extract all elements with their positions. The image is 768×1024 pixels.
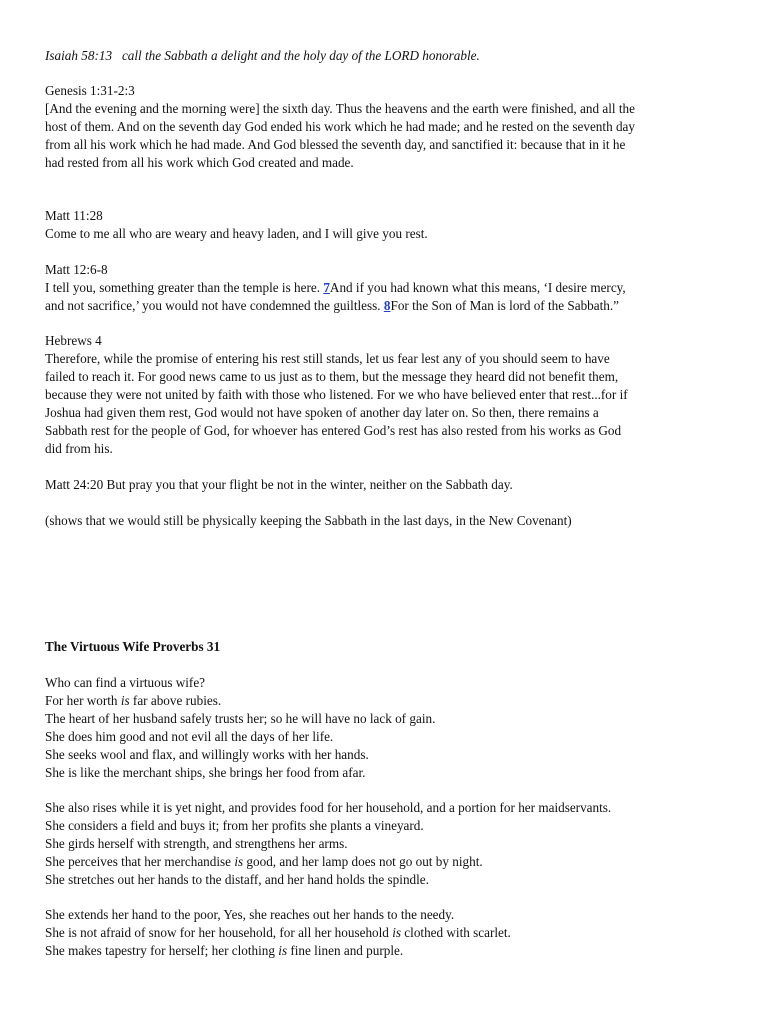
genesis-reference: Genesis 1:31-2:3 [45, 83, 135, 98]
matt12-line: and not sacrifice,’ you would not have condemned the guiltless. 8For the Son of Man is lord of the Sabbath.” [45, 298, 620, 313]
proverbs-heading: The Virtuous Wife Proverbs 31 [45, 639, 221, 654]
verse-8-link[interactable]: 8 [383, 298, 391, 313]
isaiah-text: call the Sabbath a delight and the holy day of the LORD honorable. [121, 48, 480, 63]
verse-line: She extends her hand to the poor, Yes, she reaches out her hands to the needy. [45, 907, 455, 922]
verse-line: For her worth is far above rubies. [45, 693, 222, 708]
hebrews-line: failed to reach it. For good news came to us just as to them, but the message they heard did not benefit them, [45, 369, 619, 384]
genesis-line: had rested from all his work which God created and made. [45, 155, 354, 170]
genesis-line: from all his work which he had made. And God blessed the seventh day, and sanctified it: because that in it he [45, 137, 626, 152]
verse-line: She girds herself with strength, and strengthens her arms. [45, 836, 348, 851]
hebrews-line: Joshua had given them rest, God would not have spoken of another day later on. So then, there remains a [45, 405, 599, 420]
verse-line: Who can find a virtuous wife? [45, 675, 206, 690]
covenant-note: (shows that we would still be physically keeping the Sabbath in the last days, in the New Covenant) [45, 513, 572, 528]
hebrews-reference: Hebrews 4 [45, 333, 102, 348]
matt11-block [45, 207, 428, 243]
matt12-line: I tell you, something greater than the temple is here. 7And if you had known what this means, ‘I desire mercy, [45, 280, 626, 295]
verse-line: She stretches out her hands to the distaff, and her hand holds the spindle. [45, 872, 429, 887]
isaiah-reference: Isaiah 58:13 [45, 48, 113, 63]
matt11-reference: Matt 11:28 [45, 208, 103, 223]
hebrews-line: Sabbath rest for the people of God, for whoever has entered God’s rest has also rested from his works as God [45, 423, 622, 438]
verse-line: She does him good and not evil all the days of her life. [45, 729, 334, 744]
hebrews-line: because they were not united by faith with those who listened. For we who have believed enter that rest...for if [45, 387, 628, 402]
proverbs-stanza-2 [45, 799, 611, 889]
matt24-text: Matt 24:20 But pray you that your flight be not in the winter, neither on the Sabbath day. [45, 477, 513, 492]
matt12-reference: Matt 12:6-8 [45, 262, 108, 277]
genesis-line: host of them. And on the seventh day God ended his work which he had made; and he rested on the seventh day [45, 119, 635, 134]
verse-line: She considers a field and buys it; from her profits she plants a vineyard. [45, 818, 424, 833]
proverbs-stanza-1 [45, 674, 435, 782]
matt12-block [45, 261, 626, 315]
isaiah-quote [45, 47, 480, 65]
matt11-text: Come to me all who are weary and heavy laden, and I will give you rest. [45, 226, 428, 241]
proverbs-stanza-3 [45, 906, 511, 960]
verse-line: She seeks wool and flax, and willingly works with her hands. [45, 747, 369, 762]
hebrews-block [45, 332, 628, 458]
verse-line: She is not afraid of snow for her household, for all her household is clothed with scarlet. [45, 925, 511, 940]
verse-line: She makes tapestry for herself; her clothing is fine linen and purple. [45, 943, 404, 958]
genesis-block [45, 82, 635, 172]
hebrews-line: did from his. [45, 441, 113, 456]
genesis-line: [And the evening and the morning were] the sixth day. Thus the heavens and the earth were finished, and all the [45, 101, 635, 116]
verse-line: She is like the merchant ships, she brings her food from afar. [45, 765, 366, 780]
verse-line: The heart of her husband safely trusts her; so he will have no lack of gain. [45, 711, 436, 726]
hebrews-line: Therefore, while the promise of entering his rest still stands, let us fear lest any of you should seem to have [45, 351, 610, 366]
verse-line: She perceives that her merchandise is good, and her lamp does not go out by night. [45, 854, 483, 869]
verse-line: She also rises while it is yet night, and provides food for her household, and a portion for her maidservants. [45, 800, 612, 815]
verse-7-link[interactable]: 7 [323, 280, 330, 295]
